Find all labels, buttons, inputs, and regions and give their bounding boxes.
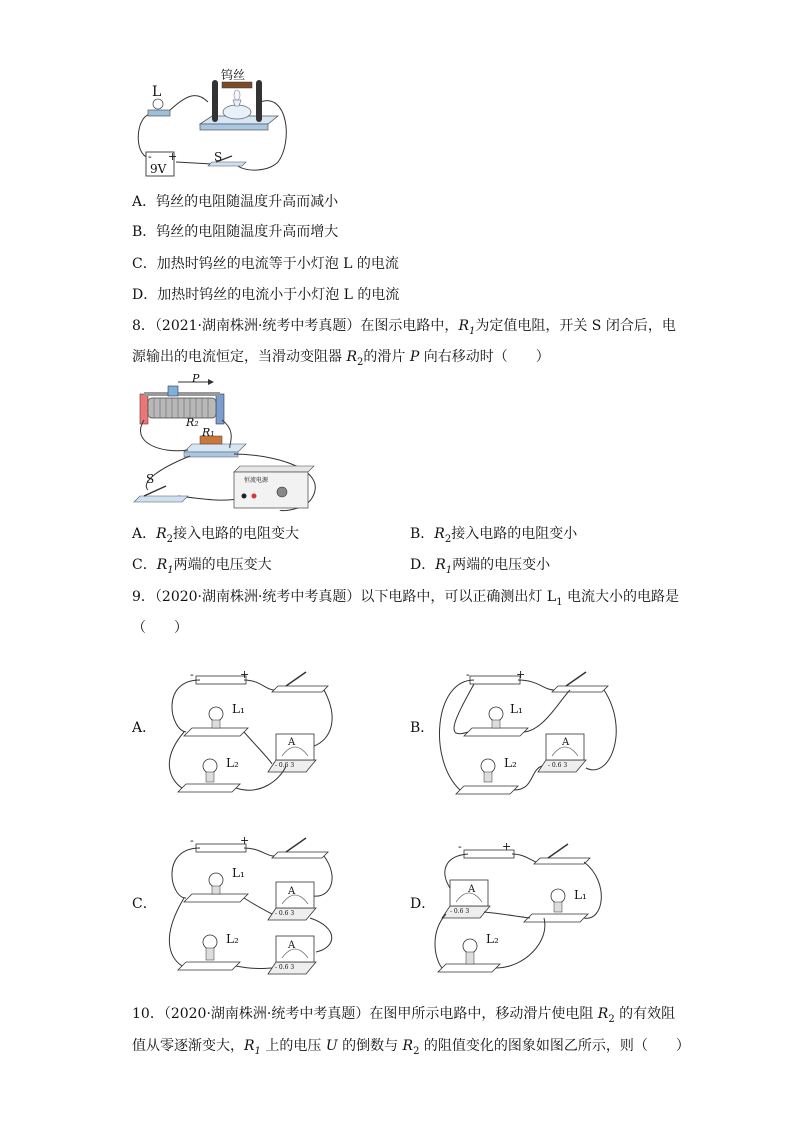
- circuit-c-l1: L₁: [232, 866, 245, 880]
- circuit-d-plus: +: [502, 840, 512, 853]
- battery-minus-label: -: [148, 150, 152, 163]
- circuit-b-meter: A: [562, 737, 570, 748]
- q9-option-d-label: D．: [410, 896, 436, 912]
- circuit-b-figure: [434, 660, 624, 800]
- circuit-b-minus: -: [466, 668, 470, 681]
- current-source-label: 恒流电源: [244, 477, 269, 484]
- q10-stem-line2: 值从零逐渐变大，$R_1$ 上的电压 U 的倒数与 $R_2$ 的阻值变化的图象如图乙所示，则（ ）: [132, 1038, 690, 1057]
- switch-s-label: S: [146, 472, 155, 486]
- circuit-c-l2: L₂: [226, 932, 239, 946]
- q7-option-a: A．钨丝的电阻随温度升高而减小: [132, 194, 339, 210]
- circuit-b-l2: L₂: [504, 756, 517, 770]
- battery-voltage-label: 9V: [150, 162, 167, 176]
- circuit-a-scale: - 0.6 3: [275, 762, 295, 769]
- circuit-d-figure: [434, 832, 614, 978]
- q8-option-b: B．$R_2$接入电路的电阻变小: [410, 526, 578, 545]
- circuit-d-l1: L₁: [574, 888, 587, 902]
- q8-option-d: D．$R_1$两端的电压变小: [410, 557, 551, 576]
- q9-option-b-label: B．: [410, 720, 435, 736]
- q9-option-c-label: C．: [132, 896, 157, 912]
- battery-plus-label: +: [168, 150, 178, 163]
- q8-option-c: C．$R_1$两端的电压变大: [132, 557, 272, 576]
- switch-label: S: [214, 150, 223, 164]
- q8-stem-line1: 8．（2021·湖南株洲·统考中考真题）在图示电路中，$R_1$为定值电阻，开关 S 闭合后，电: [132, 318, 676, 337]
- r2-label: R₂: [186, 416, 199, 429]
- circuit-b-plus: +: [516, 668, 526, 681]
- circuit-d-minus: -: [458, 840, 462, 853]
- circuit-a-meter: A: [288, 737, 296, 748]
- circuit-c-meter-1: A: [288, 886, 296, 897]
- q8-option-a: A．$R_2$接入电路的电阻变大: [132, 526, 300, 545]
- circuit-c-plus: +: [240, 834, 250, 847]
- q7-option-b: B．钨丝的电阻随温度升高而增大: [132, 224, 339, 240]
- tungsten-wire-label: 钨丝: [221, 68, 246, 82]
- q9-option-a-label: A．: [132, 720, 157, 736]
- circuit-a-plus: +: [240, 668, 250, 681]
- circuit-b-l1: L₁: [510, 702, 523, 716]
- q8-stem-line2: 源输出的电流恒定，当滑动变阻器 $R_2$的滑片 P 向右移动时（ ）: [132, 349, 550, 368]
- circuit-c-scale-1: - 0.6 3: [275, 910, 295, 917]
- lamp-label: L: [152, 84, 162, 100]
- q10-stem-line1: 10．（2020·湖南株洲·统考中考真题）在图甲所示电路中，移动滑片使电阻 $R_2$ 的有效阻: [132, 1006, 676, 1025]
- q9-stem-line1: 9．（2020·湖南株洲·统考中考真题）以下电路中，可以正确测出灯 $L_1$ 电流大小的电路是: [132, 589, 680, 608]
- circuit-a-figure: [160, 660, 340, 800]
- circuit-d-scale: - 0.6 3: [450, 908, 470, 915]
- circuit-c-figure: [160, 828, 340, 978]
- q9-stem-line2: （ ）: [132, 620, 188, 636]
- circuit-a-minus: -: [190, 668, 194, 681]
- rheostat-circuit-figure: [130, 372, 320, 520]
- circuit-a-l1: L₁: [232, 702, 245, 716]
- circuit-d-l2: L₂: [486, 932, 499, 946]
- slider-p-label: P: [192, 372, 200, 385]
- q7-option-c: C．加热时钨丝的电流等于小灯泡 L 的电流: [132, 256, 399, 272]
- circuit-b-scale: - 0.6 3: [548, 762, 568, 769]
- circuit-d-meter: A: [468, 884, 476, 895]
- q7-option-d: D．加热时钨丝的电流小于小灯泡 L 的电流: [132, 287, 400, 303]
- circuit-c-meter-2: A: [288, 940, 296, 951]
- circuit-a-l2: L₂: [226, 756, 239, 770]
- r1-label: R₁: [202, 426, 215, 439]
- circuit-c-minus: -: [190, 834, 194, 847]
- circuit-c-scale-2: - 0.6 3: [275, 964, 295, 971]
